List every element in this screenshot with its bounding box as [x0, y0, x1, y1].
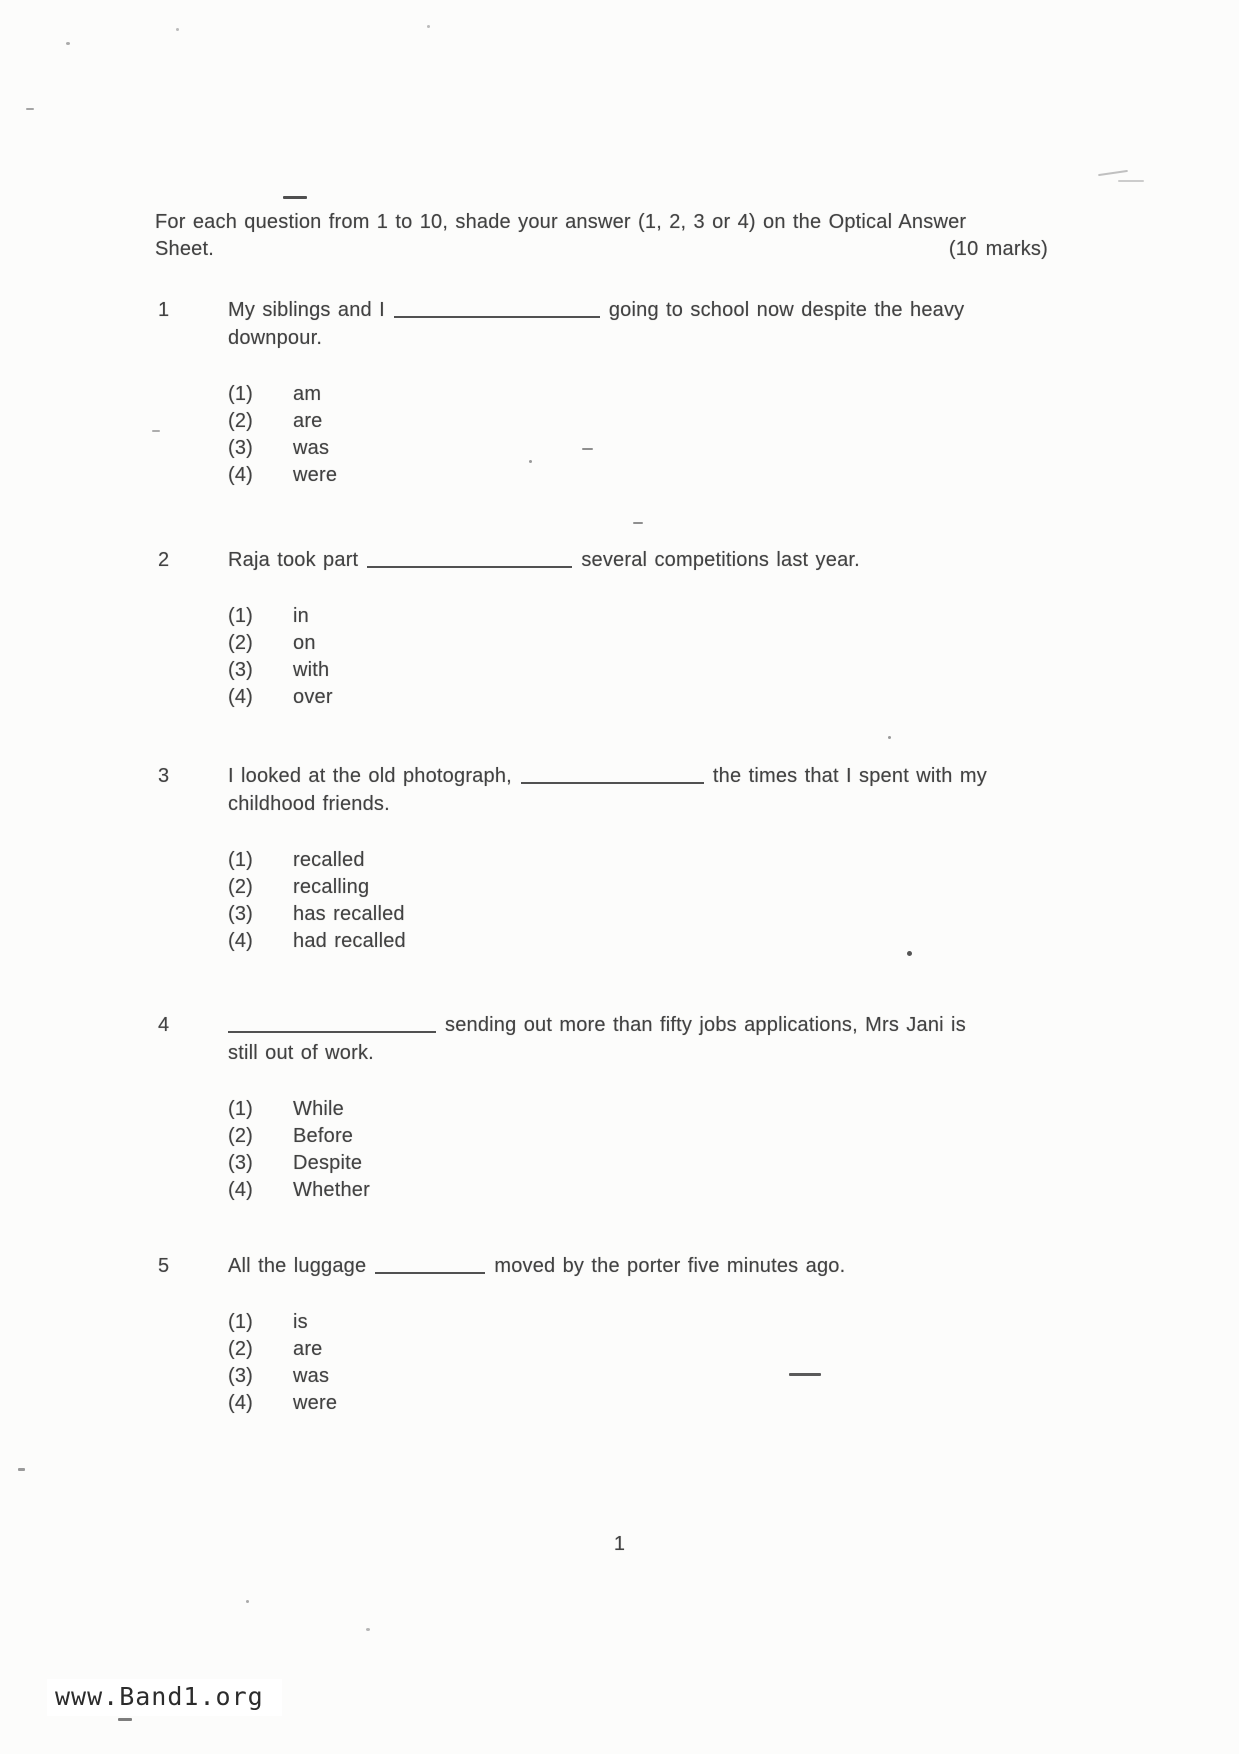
option-number: (1) [228, 605, 254, 627]
option-label: in [293, 605, 309, 627]
option-row [228, 462, 964, 489]
option-number: (2) [228, 1338, 254, 1360]
instructions-line2: Sheet. [155, 238, 215, 260]
question-text-after: several competitions last year. [581, 549, 860, 571]
option-label: are [293, 410, 323, 432]
option-row [228, 874, 987, 901]
option-label: am [293, 383, 322, 405]
answer-blank [521, 768, 704, 784]
option-row [228, 1177, 966, 1204]
option-row [228, 1336, 845, 1363]
answer-blank [228, 1017, 436, 1033]
option-row [228, 901, 987, 928]
option-label: Whether [293, 1179, 370, 1201]
option-row [228, 1150, 966, 1177]
scan-artifact [888, 736, 891, 739]
question-text [228, 546, 860, 574]
question-text [228, 296, 964, 324]
question-text [228, 1252, 845, 1280]
question-number: 4 [158, 1014, 170, 1036]
question-number: 3 [158, 765, 170, 787]
option-number: (2) [228, 876, 254, 898]
option-label: While [293, 1098, 345, 1120]
option-row [228, 381, 964, 408]
scan-artifact [789, 1373, 821, 1376]
watermark: www.Band1.org [47, 1679, 282, 1716]
option-label: recalled [293, 849, 365, 871]
option-label: Despite [293, 1152, 363, 1174]
option-row [228, 630, 860, 657]
question-text-line2: downpour. [228, 327, 323, 349]
option-number: (4) [228, 1179, 254, 1201]
page-number: 1 [613, 1533, 626, 1555]
scan-artifact [118, 1718, 132, 1721]
question-text [228, 762, 987, 790]
options-list [228, 847, 987, 955]
question-2 [158, 546, 860, 711]
option-row [228, 603, 860, 630]
question-text [228, 1011, 966, 1039]
scan-artifact [582, 448, 593, 450]
question-text-after: the times that I spent with my [712, 765, 987, 787]
option-number: (4) [228, 464, 254, 486]
option-label: were [293, 1392, 338, 1414]
option-row [228, 1123, 966, 1150]
question-4 [158, 1011, 966, 1204]
question-number: 2 [158, 549, 170, 571]
option-number: (1) [228, 383, 254, 405]
scan-artifact [66, 42, 70, 45]
instructions-line1: For each question from 1 to 10, shade your answer (1, 2, 3 or 4) on the Optical Answer [155, 211, 967, 233]
question-text-before: My siblings and I [228, 299, 385, 321]
scan-artifact [529, 460, 532, 463]
option-number: (4) [228, 930, 254, 952]
option-number: (1) [228, 1098, 254, 1120]
option-label: recalling [293, 876, 370, 898]
option-label: is [293, 1311, 308, 1333]
option-number: (2) [228, 1125, 254, 1147]
option-label: was [293, 1365, 330, 1387]
scan-artifact [246, 1600, 249, 1603]
options-list [228, 381, 964, 489]
option-number: (3) [228, 659, 254, 681]
answer-blank [375, 1258, 485, 1274]
option-number: (4) [228, 1392, 254, 1414]
option-label: were [293, 464, 338, 486]
scan-artifact [152, 430, 160, 432]
question-text-before: All the luggage [228, 1255, 367, 1277]
scan-artifact [907, 951, 912, 956]
answer-blank [394, 302, 600, 318]
marks-label: (10 marks) [948, 238, 1048, 260]
option-number: (3) [228, 903, 254, 925]
option-row [228, 847, 987, 874]
option-label: has recalled [293, 903, 405, 925]
answer-blank [367, 552, 572, 568]
option-number: (1) [228, 849, 254, 871]
option-number: (2) [228, 632, 254, 654]
scan-artifact [1098, 170, 1128, 176]
option-label: are [293, 1338, 323, 1360]
scan-artifact [176, 28, 179, 31]
option-row [228, 657, 860, 684]
options-list [228, 1096, 966, 1204]
option-number: (3) [228, 1365, 254, 1387]
option-row [228, 1390, 845, 1417]
option-label: with [293, 659, 330, 681]
question-number: 5 [158, 1255, 170, 1277]
option-row [228, 684, 860, 711]
option-label: had recalled [293, 930, 406, 952]
option-number: (3) [228, 1152, 254, 1174]
scan-artifact [283, 196, 307, 199]
option-label: over [293, 686, 333, 708]
option-number: (1) [228, 1311, 254, 1333]
option-row [228, 408, 964, 435]
instructions [155, 209, 1048, 263]
question-text-before: I looked at the old photograph, [228, 765, 512, 787]
options-list [228, 1309, 845, 1417]
option-label: Before [293, 1125, 354, 1147]
scan-artifact [427, 25, 430, 28]
question-text-line2: still out of work. [228, 1042, 374, 1064]
question-text-before: Raja took part [228, 549, 359, 571]
option-number: (3) [228, 437, 254, 459]
option-label: on [293, 632, 316, 654]
option-number: (2) [228, 410, 254, 432]
scan-artifact [633, 522, 643, 524]
question-text-after: moved by the porter five minutes ago. [494, 1255, 846, 1277]
question-text-line2: childhood friends. [228, 793, 390, 815]
option-row [228, 1096, 966, 1123]
question-1 [158, 296, 964, 489]
question-number: 1 [158, 299, 170, 321]
option-row [228, 928, 987, 955]
option-row [228, 1363, 845, 1390]
question-text-after: going to school now despite the heavy [608, 299, 965, 321]
question-5 [158, 1252, 845, 1417]
options-list [228, 603, 860, 711]
question-text-after: sending out more than fifty jobs applications, Mrs Jani is [445, 1014, 966, 1036]
scan-artifact [366, 1628, 370, 1631]
option-row [228, 435, 964, 462]
question-3 [158, 762, 987, 955]
option-number: (4) [228, 686, 254, 708]
option-row [228, 1309, 845, 1336]
scan-artifact [18, 1468, 25, 1471]
scan-artifact [26, 108, 34, 110]
scan-artifact [1118, 180, 1144, 182]
option-label: was [293, 437, 330, 459]
